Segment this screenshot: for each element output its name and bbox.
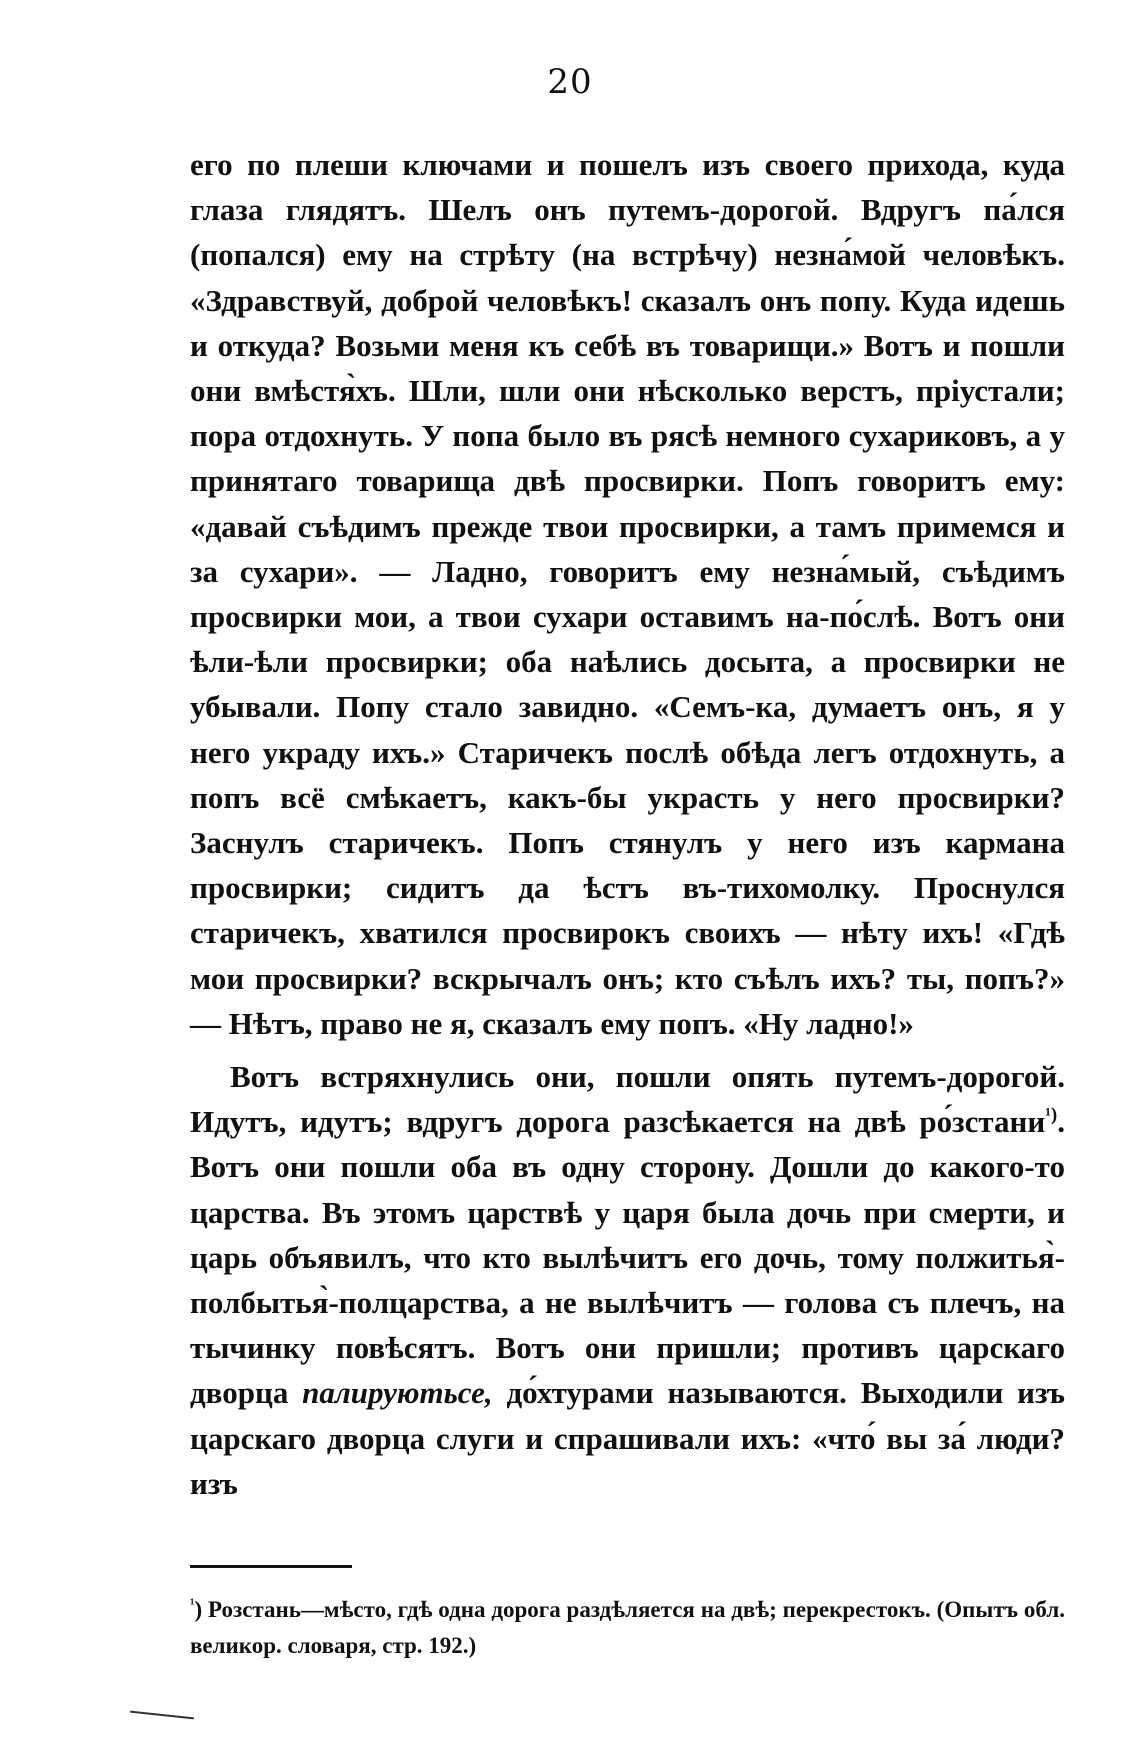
footnote-text: ) Розстань—мѣсто, гдѣ одна дорога раздѣляется на двѣ; перекрестокъ. (Опытъ обл. великор. словаря, стр. 192.) bbox=[190, 1597, 1065, 1658]
footnotes bbox=[190, 1592, 1065, 1664]
footnote-mark: ¹ bbox=[190, 1596, 195, 1613]
page-number: 20 bbox=[547, 62, 593, 102]
emphasized-word: палируютьсе, bbox=[302, 1375, 493, 1411]
footnote-reference[interactable]: ¹) bbox=[1045, 1104, 1058, 1126]
scan-artifact-line bbox=[130, 1711, 194, 1720]
paragraph-2 bbox=[190, 1054, 1065, 1506]
footnote-divider bbox=[190, 1565, 352, 1568]
paragraph-1: его по плеши ключами и пошелъ изъ своего прихода, куда глаза глядятъ. Шелъ онъ путемъ-дорогой. Вдругъ па́лся (попался) ему на стрѣту (на встрѣчу) незна́мой человѣкъ. «Здравствуй, доброй человѣкъ! сказалъ онъ попу. Куда идешь и откуда? Возьми меня къ себѣ въ товарищи.» Вотъ и пошли они вмѣстя̀хъ. Шли, шли они нѣсколько верстъ, пріустали; пора отдохнуть. У попа было въ рясѣ немного сухариковъ, а у принятаго товарища двѣ просвирки. Попъ говоритъ ему: «давай съѣдимъ прежде твои просвирки, а тамъ примемся и за сухари». — Ладно, говоритъ ему незна́мый, съѣдимъ просвирки мои, а твои сухари оставимъ на-по́слѣ. Вотъ они ѣли-ѣли просвирки; оба наѣлись досыта, а просвирки не убывали. Попу стало завидно. «Семъ-ка, думаетъ онъ, я у него украду ихъ.» Старичекъ послѣ обѣда легъ отдохнуть, а попъ всё смѣкаетъ, какъ-бы украсть у него просвирки? Заснулъ старичекъ. Попъ стянулъ у него изъ кармана просвирки; сидитъ да ѣстъ въ-тихомолку. Проснулся старичекъ, хватился просвирокъ своихъ — нѣту ихъ! «Гдѣ мои просвирки? вскрычалъ онъ; кто съѣлъ ихъ? ты, попъ?» — Нѣтъ, право не я, сказалъ ему попъ. «Ну ладно!» bbox=[190, 147, 1065, 1041]
footnote-1 bbox=[190, 1592, 1065, 1664]
main-text bbox=[190, 142, 1065, 1506]
paragraph-2-text-b: . Вотъ они пошли оба въ одну сторону. Дошли до какого-то царства. Въ этомъ царствѣ у царя была дочь при смерти, и царь объявилъ, что кто вылѣчитъ его дочь, тому полжитья̀-полбытья̀-полцарства, а не вылѣчитъ — голова съ плечъ, на тычинку повѣсятъ. Вотъ они пришли; противъ царскаго дворца bbox=[190, 1104, 1065, 1411]
paragraph-2-text-c: до́хтурами называются. Выходили изъ царскаго дворца слуги и спрашивали ихъ: «что́ вы за́ люди? изъ bbox=[190, 1375, 1065, 1501]
paragraph-2-text-a: Вотъ встряхнулись они, пошли опять путемъ-дорогой. Идутъ, идутъ; вдругъ дорога разсѣкается на двѣ ро́зстани bbox=[190, 1059, 1065, 1140]
